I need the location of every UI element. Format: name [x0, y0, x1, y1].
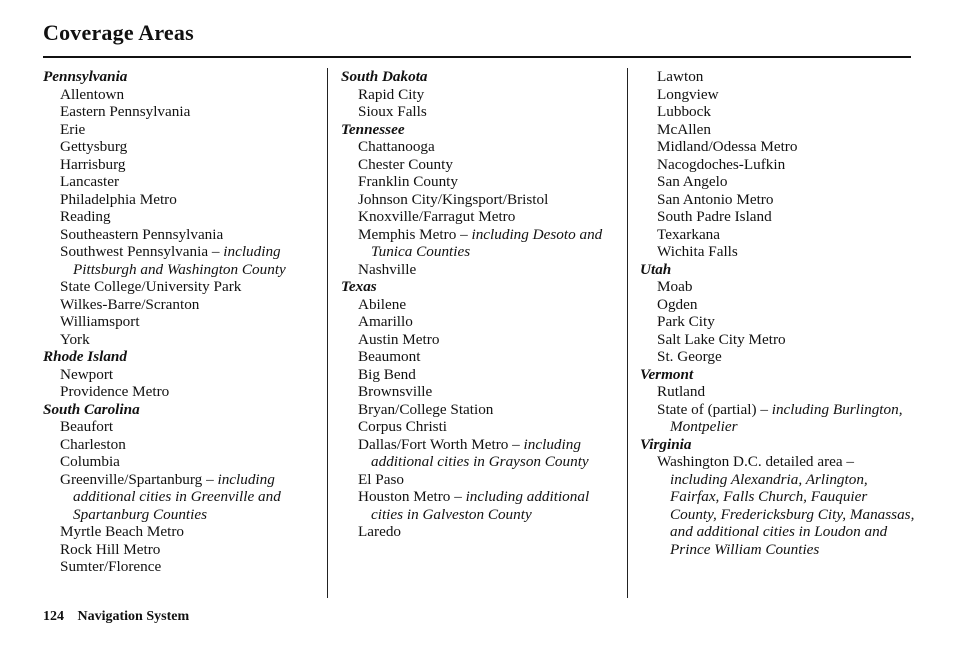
coverage-entry	[43, 138, 323, 156]
coverage-entry	[43, 453, 323, 471]
coverage-entry	[341, 313, 621, 331]
coverage-column-3	[640, 68, 915, 558]
coverage-entry-name: Erie	[60, 120, 86, 138]
coverage-entry-name: Johnson City/Kingsport/Bristol	[358, 190, 549, 208]
coverage-entry-name: Providence Metro	[60, 383, 170, 400]
coverage-entry	[341, 156, 621, 174]
coverage-entry	[341, 191, 621, 209]
footer-section: Navigation System	[77, 609, 190, 624]
coverage-entry-note: including additional cities in Greenville and Spartanburg Counties	[73, 470, 281, 523]
column-divider	[627, 68, 628, 598]
coverage-entry-name: Reading	[60, 208, 111, 225]
state-group	[640, 261, 915, 366]
coverage-entry	[43, 296, 323, 314]
coverage-entry	[43, 331, 323, 349]
coverage-entry	[640, 208, 915, 226]
state-heading: Utah	[640, 260, 672, 278]
coverage-entry: Memphis Metro – including Desoto and Tunica Counties	[358, 225, 603, 260]
coverage-entry-name: Salt Lake City Metro	[657, 330, 786, 348]
coverage-entry-note: including additional cities in Galveston County	[371, 488, 590, 523]
coverage-entry	[43, 173, 323, 191]
coverage-entry	[640, 68, 915, 86]
coverage-entry-name: Amarillo	[358, 313, 413, 330]
coverage-entry	[640, 331, 915, 349]
coverage-entry: Dallas/Fort Worth Metro – including additional cities in Grayson County	[358, 435, 589, 470]
coverage-entry	[341, 366, 621, 384]
coverage-entry	[640, 121, 915, 139]
coverage-entry-name: Moab	[657, 278, 693, 295]
coverage-entry	[640, 86, 915, 104]
coverage-entry	[43, 278, 323, 296]
coverage-entry-name: Sioux Falls	[358, 103, 427, 120]
coverage-entry-name: Houston Metro	[358, 488, 451, 505]
coverage-entry	[640, 313, 915, 331]
coverage-entry	[640, 383, 915, 401]
coverage-entry-name: York	[60, 330, 90, 348]
coverage-entry-name: Southwest Pennsylvania	[60, 243, 209, 260]
state-group	[43, 348, 323, 401]
coverage-entry-name: Charleston	[60, 435, 126, 453]
coverage-entry	[43, 191, 323, 209]
coverage-column-1	[43, 68, 323, 576]
coverage-entry-name: Columbia	[60, 453, 120, 470]
coverage-entry-name: Midland/Odessa Metro	[657, 138, 798, 155]
coverage-entry-name: Abilene	[358, 295, 407, 313]
coverage-column-2	[341, 68, 621, 541]
coverage-entry-name: Park City	[657, 313, 715, 330]
coverage-entry	[341, 296, 621, 314]
coverage-entry-name: McAllen	[657, 120, 711, 138]
state-group	[43, 68, 323, 348]
coverage-entry-name: Knoxville/Farragut Metro	[358, 208, 516, 225]
coverage-entry: State of (partial) – including Burlington, Montpelier	[657, 400, 903, 435]
coverage-entry-name: Texarkana	[657, 225, 721, 243]
coverage-entry-name: Eastern Pennsylvania	[60, 103, 191, 120]
coverage-entry-name: Chester County	[358, 155, 453, 173]
coverage-entry-name: Longview	[657, 85, 719, 103]
coverage-entry	[341, 261, 621, 279]
coverage-entry-name: Wilkes-Barre/Scranton	[60, 295, 200, 313]
coverage-entry-name: Rapid City	[358, 85, 425, 103]
coverage-entry-name: Harrisburg	[60, 155, 126, 173]
state-heading: Rhode Island	[43, 348, 127, 365]
coverage-entry	[43, 103, 323, 121]
coverage-entry	[43, 436, 323, 454]
coverage-entry: Houston Metro – including additional cities in Galveston County	[358, 488, 590, 523]
coverage-entry-name: El Paso	[358, 470, 404, 488]
coverage-entry	[341, 348, 621, 366]
coverage-entry-name: Philadelphia Metro	[60, 190, 177, 208]
column-divider	[327, 68, 328, 598]
coverage-entry-name: Nashville	[358, 260, 417, 278]
coverage-entry-name: State College/University Park	[60, 278, 242, 295]
coverage-entry-note: including Pittsburgh and Washington County	[73, 243, 286, 278]
state-group	[341, 68, 621, 121]
coverage-entry-note: including Desoto and Tunica Counties	[371, 225, 603, 260]
coverage-entry	[341, 331, 621, 349]
coverage-entry: Washington D.C. detailed area – including Alexandria, Arlington, Fairfax, Falls Church, Fauquier County, Fredericksburg City, Manassas, and additional cities in Loudon and Prince William Counties	[657, 453, 915, 558]
coverage-entry	[43, 558, 323, 576]
coverage-entry-name: Wichita Falls	[657, 243, 738, 260]
coverage-entry-name: Myrtle Beach Metro	[60, 523, 184, 540]
state-group	[43, 401, 323, 576]
coverage-entry-name: Big Bend	[358, 365, 416, 383]
coverage-entry	[640, 226, 915, 244]
coverage-entry-name: Austin Metro	[358, 330, 440, 348]
coverage-entry-name: South Padre Island	[657, 208, 772, 225]
coverage-entry	[43, 208, 323, 226]
coverage-entry-name: Lubbock	[657, 103, 711, 120]
coverage-entry-note: including Alexandria, Arlington, Fairfax, Falls Church, Fauquier County, Fredericksburg City, Manassas, and additional cities in Loudon and Prince William Counties	[670, 470, 915, 558]
coverage-entry-name: Franklin County	[358, 173, 458, 190]
coverage-entry	[640, 348, 915, 366]
state-group	[341, 121, 621, 279]
coverage-entry-name: Allentown	[60, 85, 125, 103]
coverage-entry-name: Gettysburg	[60, 138, 128, 155]
page-number: 124	[43, 609, 64, 624]
state-heading: Vermont	[640, 365, 694, 383]
state-group	[640, 436, 915, 559]
coverage-entry	[341, 138, 621, 156]
state-heading: Texas	[341, 278, 377, 295]
page-title: Coverage Areas	[43, 20, 194, 45]
coverage-entry	[640, 296, 915, 314]
coverage-entry	[640, 191, 915, 209]
coverage-entry-name: Memphis Metro	[358, 225, 457, 243]
coverage-entry	[341, 208, 621, 226]
coverage-entry-name: Dallas/Fort Worth Metro	[358, 435, 509, 453]
coverage-entry	[43, 156, 323, 174]
coverage-entry-name: Beaufort	[60, 418, 114, 435]
coverage-entry	[640, 173, 915, 191]
coverage-entry-name: Rutland	[657, 383, 706, 400]
coverage-entry-name: St. George	[657, 348, 722, 365]
state-heading: Virginia	[640, 435, 692, 453]
coverage-entry-name: Newport	[60, 365, 114, 383]
coverage-entry-name: Lancaster	[60, 173, 120, 190]
coverage-entry-name: Laredo	[358, 523, 402, 540]
coverage-entry	[43, 523, 323, 541]
coverage-entry	[341, 523, 621, 541]
coverage-entry	[43, 366, 323, 384]
coverage-entry	[640, 156, 915, 174]
coverage-entry-name: Washington D.C. detailed area	[657, 453, 843, 470]
coverage-entry	[43, 226, 323, 244]
coverage-entry-name: San Antonio Metro	[657, 190, 774, 208]
coverage-entry	[341, 471, 621, 489]
coverage-entry	[640, 243, 915, 261]
coverage-entry: Southwest Pennsylvania – including Pittsburgh and Washington County	[60, 243, 286, 278]
coverage-entry	[341, 86, 621, 104]
coverage-entry-name: Beaumont	[358, 348, 421, 365]
coverage-entry	[43, 418, 323, 436]
coverage-entry-note: including additional cities in Grayson County	[371, 435, 589, 470]
coverage-entry-name: Chattanooga	[358, 138, 435, 155]
coverage-entry	[341, 401, 621, 419]
state-group	[640, 68, 915, 261]
coverage-entry	[43, 541, 323, 559]
coverage-entry-name: Bryan/College Station	[358, 400, 494, 418]
coverage-entry	[341, 173, 621, 191]
coverage-entry	[341, 103, 621, 121]
coverage-entry	[43, 383, 323, 401]
state-heading: South Carolina	[43, 400, 140, 418]
coverage-entry-name: Ogden	[657, 295, 698, 313]
state-heading: South Dakota	[341, 68, 428, 85]
coverage-entry-name: Williamsport	[60, 313, 140, 330]
state-heading: Pennsylvania	[43, 68, 128, 85]
coverage-entry	[341, 418, 621, 436]
coverage-entry	[640, 278, 915, 296]
coverage-entry-name: State of (partial)	[657, 400, 757, 418]
coverage-entry-name: Lawton	[657, 68, 704, 85]
title-rule	[43, 56, 911, 58]
coverage-entry-name: Rock Hill Metro	[60, 540, 161, 558]
state-group	[640, 366, 915, 436]
page-footer	[43, 609, 189, 625]
coverage-entry-name: Brownsville	[358, 383, 433, 400]
coverage-entry-name: Greenville/Spartanburg	[60, 470, 203, 488]
coverage-entry-name: Sumter/Florence	[60, 558, 162, 575]
coverage-entry	[640, 138, 915, 156]
coverage-entry	[341, 383, 621, 401]
coverage-entry-name: Southeastern Pennsylvania	[60, 225, 224, 243]
coverage-entry-name: Nacogdoches-Lufkin	[657, 155, 786, 173]
coverage-entry-name: San Angelo	[657, 173, 728, 190]
coverage-entry-note: including Burlington, Montpelier	[670, 400, 903, 435]
coverage-entry: Greenville/Spartanburg – including additional cities in Greenville and Spartanburg Counties	[60, 470, 281, 523]
coverage-entry-name: Corpus Christi	[358, 418, 448, 435]
coverage-entry	[43, 313, 323, 331]
coverage-entry	[43, 121, 323, 139]
state-heading: Tennessee	[341, 120, 405, 138]
coverage-entry	[43, 86, 323, 104]
coverage-entry	[640, 103, 915, 121]
state-group	[341, 278, 621, 541]
